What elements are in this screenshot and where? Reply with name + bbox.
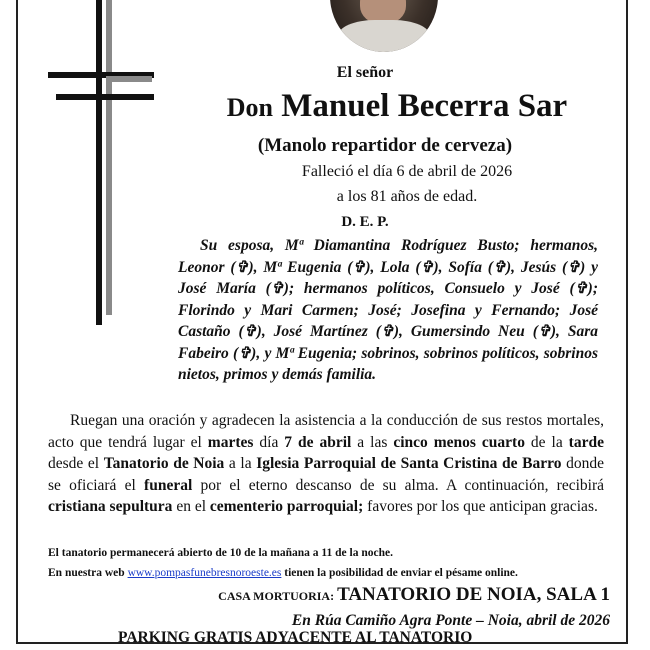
text-segment: en el <box>172 498 210 515</box>
text-segment: de la <box>524 433 569 451</box>
text-segment: por el eterno descanso de su alma. A continuación, recibirá <box>192 476 604 494</box>
dep-text: D. E. P. <box>341 214 389 230</box>
place-date: En Rúa Camiño Agra Ponte – Noia, abril de 2026 <box>291 612 610 629</box>
funeral-text: funeral <box>144 476 193 494</box>
death-date: Falleció el día 6 de abril de 2026 <box>301 163 513 180</box>
web-note <box>48 567 608 579</box>
web-pre: En nuestra web <box>48 567 128 579</box>
text-segment: día <box>253 433 285 451</box>
time-text: cinco menos cuarto <box>393 433 525 451</box>
parking-note: PARKING GRATIS ADYACENTE AL TANATORIO <box>118 629 473 646</box>
text-segment: donde se oficiará el <box>48 455 604 494</box>
text-segment: a las <box>351 433 394 451</box>
portrait-shirt <box>338 20 430 52</box>
day-text: martes <box>207 433 254 451</box>
web-post: tienen la posibilidad de enviar el pésame online. <box>281 567 518 579</box>
nickname: (Manolo repartidor de cerveza) <box>257 135 513 156</box>
tarde-text: tarde <box>568 433 604 451</box>
origin-text: Tanatorio de Noia <box>103 455 225 472</box>
church-text: Iglesia Parroquial de Santa Cristina de Barro <box>256 455 562 472</box>
family-text: Su esposa, Mª Diamantina Rodríguez Busto; hermanos, Leonor (✞), Mª Eugenia (✞), Lola (✞), Sofía (✞), Jesús (✞) y José María (✞); hermanos políticos, Consuelo y José (✞); Florindo y Mari Carmen; José; Josefina y Fernando; José Castaño (✞), José Martínez (✞), Gumersindo Neu (✞), Sara Fabeiro (✞), y Mª Eugenia; sobrinos, sobrinos políticos, sobrinos nietos, primos y demás familia. <box>178 237 598 383</box>
announcement <box>48 410 604 518</box>
text-segment: favores por los que anticipan gracias. <box>363 498 598 515</box>
web-link[interactable]: www.pompasfunebresnoroeste.es <box>127 567 282 579</box>
prefix-text: El señor <box>336 64 394 81</box>
family-list <box>178 235 598 386</box>
mortuary-label: CASA MORTUORIA: <box>218 589 338 603</box>
full-name: Manuel Becerra Sar <box>281 88 568 124</box>
burial-text: cristiana sepultura <box>48 498 173 515</box>
honorific: Don <box>226 93 274 122</box>
cemetery-text: cementerio parroquial; <box>209 498 364 515</box>
deceased-name <box>72 88 650 125</box>
age-text: a los 81 años de edad. <box>336 188 478 205</box>
mortuary-value: TANATORIO DE NOIA, SALA 1 <box>337 584 610 605</box>
text-segment: Ruegan una oración y agradecen la asistencia a la conducción de sus restos mortales, acto que tendrá lugar el <box>48 412 604 451</box>
opening-hours: El tanatorio permanecerá abierto de 10 de la mañana a 11 de la noche. <box>48 547 393 559</box>
text-segment: a la <box>224 455 257 472</box>
date-text: 7 de abril <box>284 433 352 451</box>
text-segment: desde el <box>48 455 104 472</box>
portrait-photo <box>330 0 438 52</box>
announcement-paragraph <box>48 410 604 518</box>
mortuary-line <box>218 584 610 606</box>
